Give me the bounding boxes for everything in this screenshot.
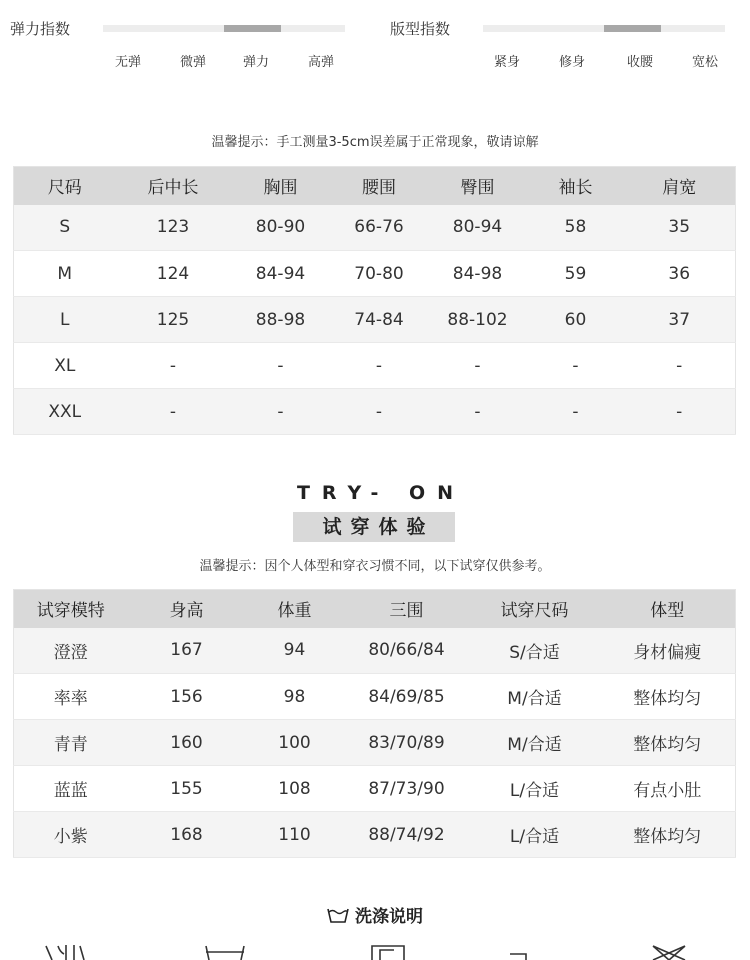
elasticity-level-fill	[224, 25, 281, 32]
tryon-table-header	[14, 590, 736, 628]
tryon-title-cn-box	[293, 512, 455, 542]
tryon-cell: 110	[246, 812, 344, 858]
tryon-cell: 有点小肚	[600, 766, 736, 812]
wash-title: 洗涤说明	[355, 907, 423, 927]
table-row	[14, 297, 736, 343]
size-cell: -	[231, 389, 331, 435]
tryon-cell: 160	[128, 720, 246, 766]
tryon-header-cell: 试穿尺码	[470, 590, 600, 628]
hand-wash-icon	[44, 944, 90, 960]
tryon-header-cell: 体重	[246, 590, 344, 628]
tryon-cell: 身材偏瘦	[600, 628, 736, 674]
size-notice: 温馨提示：手工测量3-5cm误差属于正常现象，敬请谅解	[211, 135, 539, 150]
tryon-cell: 蓝蓝	[14, 766, 128, 812]
size-cell: -	[428, 343, 528, 389]
size-cell: 35	[624, 205, 736, 251]
size-cell: -	[528, 343, 624, 389]
size-header-cell: 腰围	[331, 167, 428, 205]
tryon-cell: 整体均匀	[600, 674, 736, 720]
tryon-cell: 澄澄	[14, 628, 128, 674]
size-cell: M	[14, 251, 116, 297]
size-header-cell: 尺码	[14, 167, 116, 205]
tryon-cell: 156	[128, 674, 246, 720]
elasticity-label: 弹力	[242, 55, 270, 70]
tryon-cell: 87/73/90	[344, 766, 470, 812]
size-header-cell: 臀围	[428, 167, 528, 205]
size-cell: 84-94	[231, 251, 331, 297]
table-row	[14, 389, 736, 435]
tryon-cell: 168	[128, 812, 246, 858]
wash-tub-icon	[204, 944, 246, 960]
size-table-header	[14, 167, 736, 205]
fit-label: 收腰	[626, 55, 654, 70]
tryon-cell: 率率	[14, 674, 128, 720]
size-cell: -	[624, 389, 736, 435]
tryon-cell: 88/74/92	[344, 812, 470, 858]
size-cell: 88-98	[231, 297, 331, 343]
tryon-cell: 98	[246, 674, 344, 720]
fit-track	[483, 25, 725, 32]
fit-label: 宽松	[691, 55, 719, 70]
tryon-cell: S/合适	[470, 628, 600, 674]
tryon-cell: 83/70/89	[344, 720, 470, 766]
size-cell: 74-84	[331, 297, 428, 343]
tryon-cell: 155	[128, 766, 246, 812]
size-cell: 88-102	[428, 297, 528, 343]
tryon-header-cell: 试穿模特	[14, 590, 128, 628]
elasticity-label: 无弹	[114, 55, 142, 70]
size-cell: 125	[116, 297, 231, 343]
washtub-icon	[327, 906, 349, 924]
tryon-cell: 94	[246, 628, 344, 674]
size-header-cell: 胸围	[231, 167, 331, 205]
size-cell: 58	[528, 205, 624, 251]
fit-label: 修身	[558, 55, 586, 70]
size-cell: 124	[116, 251, 231, 297]
tryon-notice: 温馨提示：因个人体型和穿衣习惯不同，以下试穿仅供参考。	[199, 559, 551, 574]
size-cell: S	[14, 205, 116, 251]
tryon-cell: 100	[246, 720, 344, 766]
table-row	[14, 766, 736, 812]
table-row	[14, 343, 736, 389]
iron-icon	[506, 944, 530, 960]
tryon-cell: 整体均匀	[600, 812, 736, 858]
tryon-cell: 84/69/85	[344, 674, 470, 720]
no-bleach-icon	[650, 944, 688, 960]
tryon-header-cell: 体型	[600, 590, 736, 628]
size-cell: 84-98	[428, 251, 528, 297]
size-cell: XXL	[14, 389, 116, 435]
tryon-title-cn: 试穿体验	[322, 516, 435, 538]
elasticity-title: 弹力指数	[10, 20, 71, 38]
tryon-cell: 167	[128, 628, 246, 674]
size-cell: -	[331, 389, 428, 435]
elasticity-label: 高弹	[307, 55, 335, 70]
tryon-table	[13, 589, 736, 858]
table-row	[14, 812, 736, 858]
table-row	[14, 251, 736, 297]
table-row	[14, 628, 736, 674]
size-cell: -	[528, 389, 624, 435]
tryon-cell: 青青	[14, 720, 128, 766]
size-cell: -	[116, 343, 231, 389]
size-cell: 70-80	[331, 251, 428, 297]
table-row	[14, 674, 736, 720]
size-cell: 60	[528, 297, 624, 343]
size-cell: -	[231, 343, 331, 389]
size-cell: -	[116, 389, 231, 435]
elasticity-label: 微弹	[179, 55, 207, 70]
size-cell: 80-94	[428, 205, 528, 251]
size-cell: -	[624, 343, 736, 389]
tryon-header-cell: 身高	[128, 590, 246, 628]
size-header-cell: 肩宽	[624, 167, 736, 205]
size-cell: 59	[528, 251, 624, 297]
size-header-cell: 后中长	[116, 167, 231, 205]
fit-title: 版型指数	[390, 20, 451, 38]
tryon-cell: L/合适	[470, 766, 600, 812]
fit-level-fill	[604, 25, 661, 32]
size-table	[13, 166, 736, 435]
size-cell: -	[428, 389, 528, 435]
tryon-cell: L/合适	[470, 812, 600, 858]
tryon-header-cell: 三围	[344, 590, 470, 628]
tryon-cell: 小紫	[14, 812, 128, 858]
size-cell: L	[14, 297, 116, 343]
size-cell: 80-90	[231, 205, 331, 251]
tryon-cell: 整体均匀	[600, 720, 736, 766]
elasticity-track	[103, 25, 345, 32]
size-header-cell: 袖长	[528, 167, 624, 205]
size-cell: 123	[116, 205, 231, 251]
wash-heading	[0, 902, 750, 927]
tryon-cell: M/合适	[470, 674, 600, 720]
size-cell: 36	[624, 251, 736, 297]
table-row	[14, 205, 736, 251]
fit-label: 紧身	[493, 55, 521, 70]
tryon-cell: M/合适	[470, 720, 600, 766]
size-cell: XL	[14, 343, 116, 389]
size-cell: 37	[624, 297, 736, 343]
table-row	[14, 720, 736, 766]
tryon-cell: 80/66/84	[344, 628, 470, 674]
tryon-title-en: TRY- ON	[296, 482, 466, 504]
size-cell: 66-76	[331, 205, 428, 251]
tumble-dry-icon	[370, 944, 406, 960]
size-cell: -	[331, 343, 428, 389]
tryon-cell: 108	[246, 766, 344, 812]
